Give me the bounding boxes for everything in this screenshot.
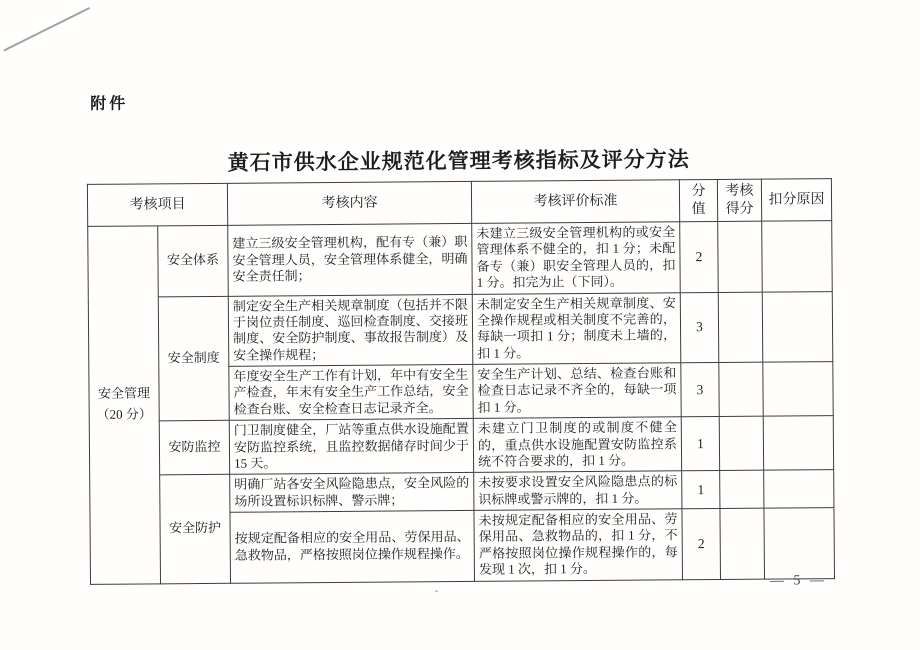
- score-cell: 1: [681, 417, 719, 471]
- sub-item-cell: 安防监控: [159, 420, 229, 475]
- earned-score-cell: [720, 470, 764, 508]
- deduction-reason-cell: [762, 221, 833, 292]
- deduction-reason-cell: [763, 362, 833, 417]
- table-row: [89, 416, 833, 476]
- deduction-reason-cell: [764, 508, 835, 579]
- content-cell: 制定安全生产相关规章制度（包括并不限于岗位责任制度、巡回检查制度、交接班制度、安全防护制度、事故报告制度）及安全操作规程；: [228, 294, 473, 366]
- attachment-label: 附件: [90, 95, 129, 113]
- content-cell: 建立三级安全管理机构，配有专（兼）职安全管理人员，安全管理体系健全，明确安全责任制；: [228, 223, 473, 295]
- content-cell: 年度安全生产工作有计划，年中有安全生产检查，年末有安全生产工作总结，安全检查台账、安全检查日志记录齐全。: [229, 364, 473, 420]
- standard-cell: 安全生产计划、总结、检查台账和检查日志记录不齐全的，每缺一项扣 1 分。: [473, 363, 681, 419]
- sub-item-cell: 安全体系: [158, 225, 229, 296]
- category-cell: 安全管理 （20 分）: [88, 226, 161, 584]
- assessment-table: [87, 178, 835, 584]
- earned-score-cell: [718, 292, 763, 363]
- standard-cell: 未建立三级安全管理机构的或安全管理体系不健全的，扣 1 分；未配备专（兼）职安全管理人员的，扣 1 分。扣完为止（下同）。: [472, 222, 681, 294]
- standard-cell: 未按规定配备相应的安全用品、劳保用品、急救物品的，扣 1 分，不严格按照岗位操作规程操作的，每发现 1 次，扣 1 分。: [474, 509, 683, 581]
- earned-score-cell: [720, 508, 765, 579]
- standard-cell: 未制定安全生产相关规章制度、安全操作规程或相关制度不完善的，每缺一项扣 1 分；制度未上墙的，扣 1 分。: [472, 292, 681, 364]
- table-row: [90, 470, 834, 514]
- deduction-reason-cell: [763, 416, 833, 471]
- header-standard: 考核评价标准: [471, 180, 679, 224]
- page-number: — 5 —: [769, 573, 828, 589]
- score-cell: 2: [682, 508, 721, 579]
- standard-cell: 未按要求设置安全风险隐患点的标识标牌或警示牌的，扣 1 分。: [474, 471, 682, 510]
- sub-item-cell: 安全制度: [158, 296, 229, 421]
- earned-score-cell: [718, 221, 763, 292]
- table-row: [88, 221, 833, 297]
- sub-item-cell: 安全防护: [160, 475, 231, 584]
- deduction-reason-cell: [762, 291, 833, 362]
- earned-score-cell: [719, 362, 763, 416]
- scan-speck: [435, 590, 438, 592]
- scan-artifact-line: [3, 7, 90, 52]
- score-cell: 3: [681, 362, 719, 416]
- content-cell: 按规定配备相应的安全用品、劳保用品、急救物品，严格按照岗位操作规程操作。: [230, 510, 475, 582]
- header-deduction-reason: 扣分原因: [761, 179, 831, 222]
- table-header-row: [87, 179, 831, 227]
- score-cell: 3: [680, 292, 719, 363]
- header-content: 考核内容: [227, 181, 471, 225]
- header-earned-score: 考核 得分: [717, 179, 761, 221]
- score-cell: 2: [680, 221, 719, 292]
- deduction-reason-cell: [764, 470, 834, 508]
- content-cell: 门卫制度健全，厂站等重点供水设施配置安防监控系统，且监控数据储存时间少于 15 天。: [229, 419, 473, 475]
- content-cell: 明确厂站各安全风险隐患点，安全风险的场所设置标识标牌、警示牌；: [230, 473, 474, 513]
- table-row: [88, 291, 833, 367]
- document-title: 黄石市供水企业规范化管理考核指标及评分方法: [227, 147, 690, 175]
- score-cell: 1: [682, 471, 720, 509]
- earned-score-cell: [719, 416, 763, 470]
- header-score: 分 值: [679, 179, 717, 221]
- header-item: 考核项目: [87, 183, 227, 226]
- standard-cell: 未建立门卫制度的或制度不健全的，重点供水设施配置安防监控系统不符合要求的，扣 1 分。: [473, 417, 681, 473]
